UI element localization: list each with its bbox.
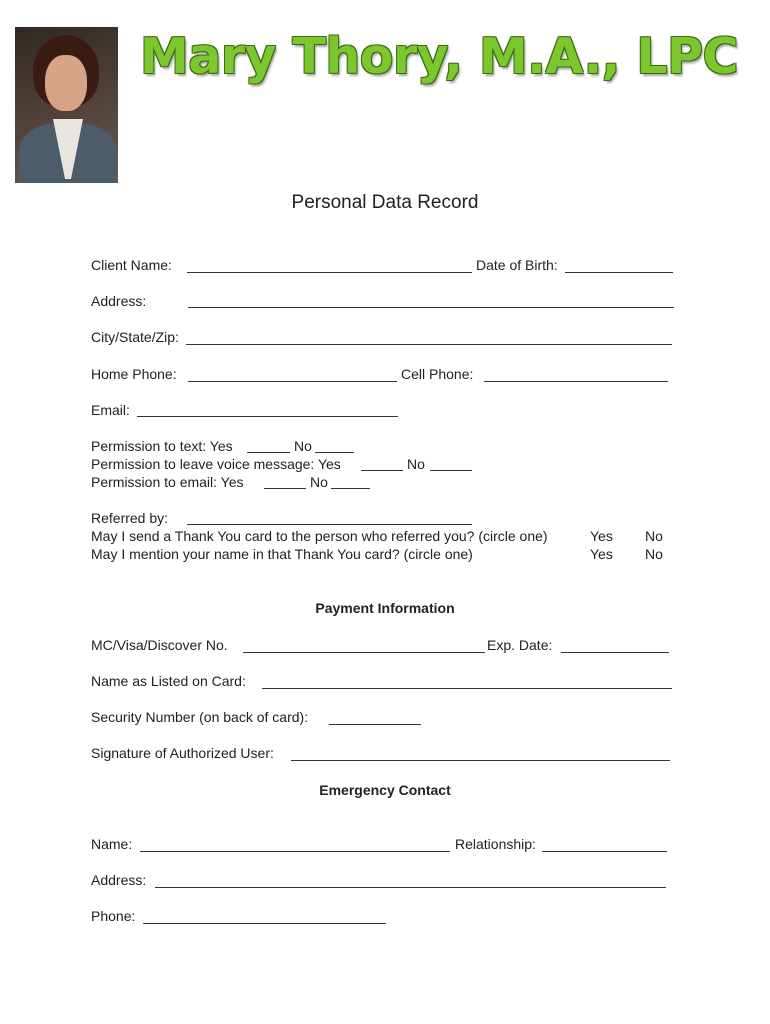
therapist-photo — [15, 27, 118, 183]
emergency-name-field[interactable] — [140, 851, 450, 852]
cell-phone-label: Cell Phone: — [401, 366, 474, 382]
referred-by-label: Referred by: — [91, 510, 169, 526]
city-state-zip-field[interactable] — [186, 344, 672, 345]
name-on-card-label: Name as Listed on Card: — [91, 673, 246, 689]
email-field[interactable] — [137, 416, 398, 417]
referred-by-field[interactable] — [187, 524, 472, 525]
address-label: Address: — [91, 293, 147, 309]
relationship-field[interactable] — [542, 851, 667, 852]
security-number-field[interactable] — [329, 724, 421, 725]
client-name-label: Client Name: — [91, 257, 172, 273]
home-phone-field[interactable] — [188, 381, 397, 382]
signature-label: Signature of Authorized User: — [91, 745, 274, 761]
emergency-phone-field[interactable] — [143, 923, 386, 924]
city-state-zip-label: City/State/Zip: — [91, 329, 179, 345]
exp-date-field[interactable] — [561, 652, 669, 653]
client-name-field[interactable] — [187, 272, 472, 273]
permission-voice-yes-field[interactable] — [361, 470, 403, 471]
email-label: Email: — [91, 402, 130, 418]
permission-text-no-field[interactable] — [315, 452, 354, 453]
mention-question: May I mention your name in that Thank You card? (circle one) — [91, 546, 473, 562]
mention-no[interactable]: No — [645, 546, 663, 562]
permission-email-no-label: No — [310, 474, 328, 490]
permission-voice-no-label: No — [407, 456, 425, 472]
emergency-name-label: Name: — [91, 836, 133, 852]
security-number-label: Security Number (on back of card): — [91, 709, 309, 725]
address-field[interactable] — [188, 307, 674, 308]
thank-you-question: May I send a Thank You card to the person who referred you? (circle one) — [91, 528, 548, 544]
dob-field[interactable] — [565, 272, 673, 273]
thank-you-yes[interactable]: Yes — [590, 528, 613, 544]
exp-date-label: Exp. Date: — [487, 637, 553, 653]
permission-email-yes-field[interactable] — [264, 488, 306, 489]
emergency-heading: Emergency Contact — [319, 782, 451, 798]
mention-yes[interactable]: Yes — [590, 546, 613, 562]
relationship-label: Relationship: — [455, 836, 536, 852]
permission-email-no-field[interactable] — [331, 488, 370, 489]
form-title: Personal Data Record — [291, 192, 479, 213]
emergency-address-label: Address: — [91, 872, 147, 888]
card-number-field[interactable] — [243, 652, 485, 653]
home-phone-label: Home Phone: — [91, 366, 177, 382]
permission-text-label: Permission to text: Yes — [91, 438, 233, 454]
payment-heading: Payment Information — [315, 600, 455, 616]
permission-email-label: Permission to email: Yes — [91, 474, 244, 490]
dob-label: Date of Birth: — [476, 257, 558, 273]
permission-voice-label: Permission to leave voice message: Yes — [91, 456, 341, 472]
card-number-label: MC/Visa/Discover No. — [91, 637, 228, 653]
practitioner-logo: Mary Thory, M.A., LPC — [140, 28, 739, 85]
emergency-phone-label: Phone: — [91, 908, 136, 924]
emergency-address-field[interactable] — [155, 887, 666, 888]
permission-text-yes-field[interactable] — [247, 452, 290, 453]
cell-phone-field[interactable] — [484, 381, 668, 382]
permission-voice-no-field[interactable] — [430, 470, 472, 471]
name-on-card-field[interactable] — [262, 688, 672, 689]
thank-you-no[interactable]: No — [645, 528, 663, 544]
permission-text-no-label: No — [294, 438, 312, 454]
signature-field[interactable] — [291, 760, 670, 761]
